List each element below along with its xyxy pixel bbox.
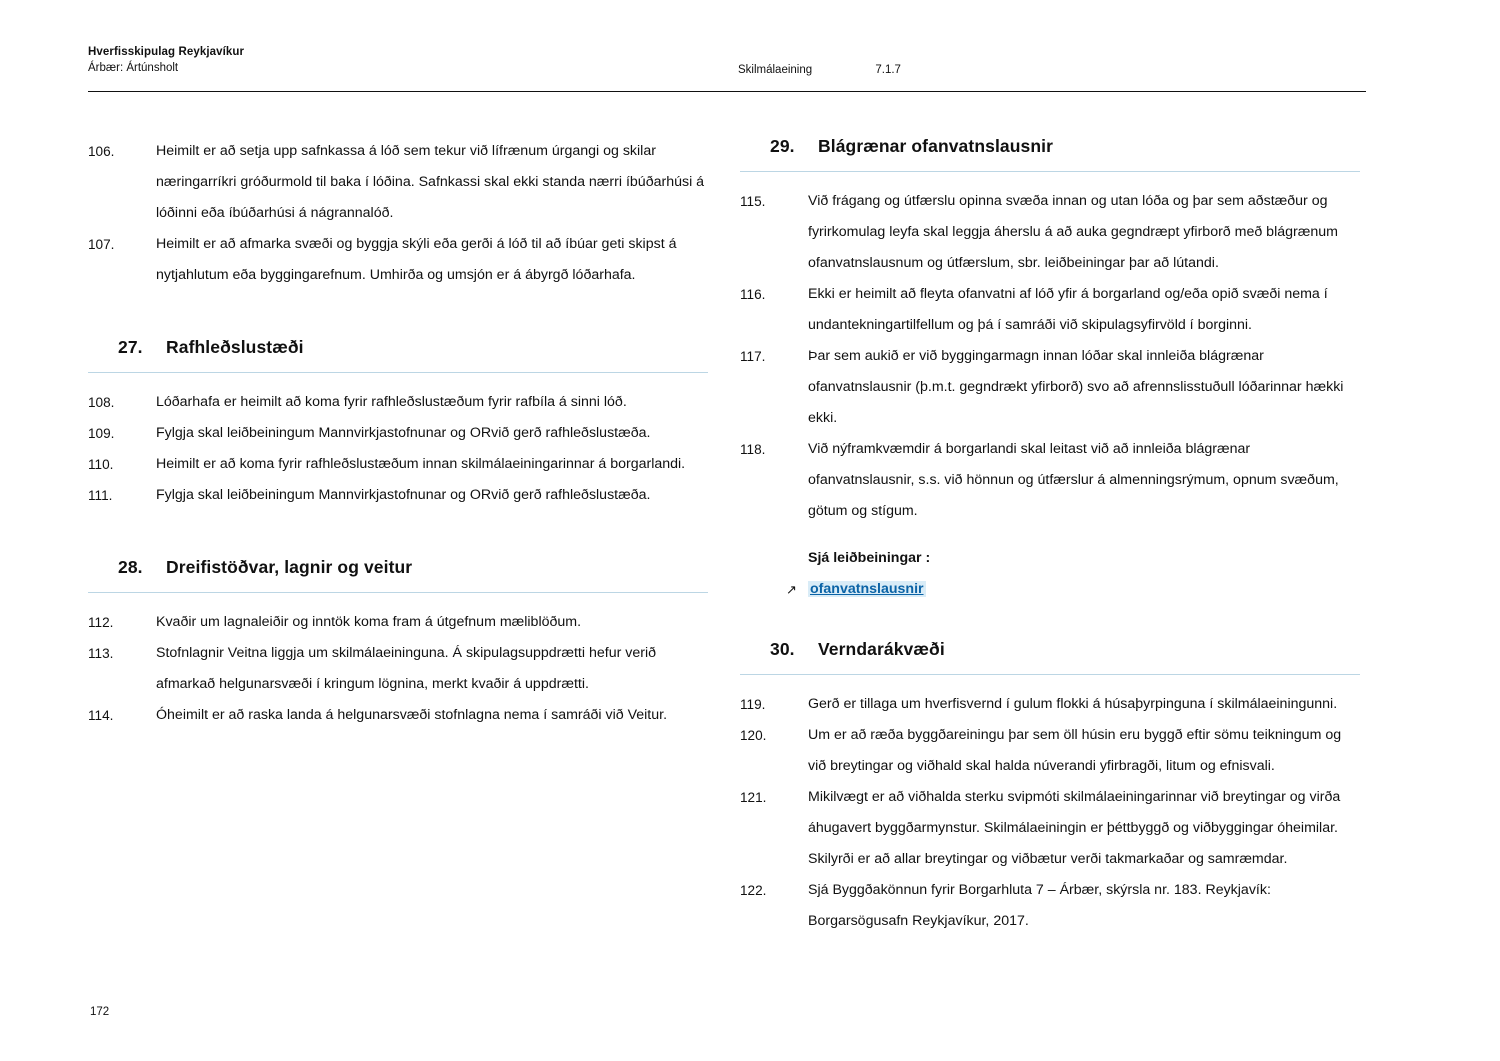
right-column [740, 136, 1360, 937]
list-item [740, 279, 1360, 341]
clause-text: Ekki er heimilt að fleyta ofanvatni af lóð yfir á borgarland og/eða opið svæði nema í undantekningartilfellum og þá í samráði við skipulagsyfirvöld í borginni. [808, 286, 1328, 333]
clause-text: Heimilt er að koma fyrir rafhleðslustæðum innan skilmálaeiningarinnar á borgarlandi. [156, 456, 686, 472]
list-item [740, 782, 1360, 875]
clause-text: Þar sem aukið er við byggingarmagn innan lóðar skal innleiða blágrænar ofanvatnslausnir (þ.m.t. gegndrækt yfirborð) svo að afrennslisstuðull lóðarinnar hækki ekki. [808, 348, 1344, 426]
clause-number: 109. [88, 426, 115, 441]
clause-text: Óheimilt er að raska landa á helgunarsvæði stofnlagna nema í samráði við Veitur. [156, 707, 668, 723]
section-title-text: Rafhleðslustæði [166, 337, 304, 357]
clause-number: 116. [740, 287, 766, 302]
document-title: Hverfisskipulag Reykjavíkur [88, 46, 245, 58]
clause-number: 108. [88, 395, 115, 410]
section-27 [88, 337, 708, 511]
clause-text: Stofnlagnir Veitna liggja um skilmálaeininguna. Á skipulagsuppdrætti hefur verið afmarkað helgunarsvæði í kringum lögnina, merkt kvaðir á uppdrætti. [156, 645, 656, 692]
clause-number: 121. [740, 790, 767, 805]
guideline-note [740, 543, 1360, 605]
clause-text: Um er að ræða byggðareiningu þar sem öll húsin eru byggð eftir sömu teikningum og við breytingar og viðhald skal halda núverandi yfirbragði, litum og efnisvali. [808, 727, 1342, 774]
clause-text: Gerð er tillaga um hverfisvernd í gulum flokki á húsaþyrpinguna í skilmálaeiningunni. [808, 696, 1338, 712]
list-item [740, 434, 1360, 527]
header-section-label: Skilmálaeining [738, 64, 813, 76]
section-30 [740, 639, 1360, 937]
clause-number: 113. [88, 646, 114, 661]
clause-number: 117. [740, 349, 766, 364]
section-heading [88, 337, 708, 358]
external-link-icon: ↗ [786, 582, 797, 597]
section-title-text: Blágrænar ofanvatnslausnir [818, 136, 1054, 156]
section-title-text: Verndarákvæði [818, 639, 945, 659]
continued-clause-list [88, 136, 708, 291]
clause-text: Við frágang og útfærslu opinna svæða innan og utan lóða og þar sem aðstæður og fyrirkomulag leyfa skal leggja áherslu á að auka gegndræpt yfirborð með blágrænum ofanvatnslausnum og útfærslum, sbr. leiðbeiningar þar að lútandi. [808, 193, 1338, 271]
clause-text: Sjá Byggðakönnun fyrir Borgarhluta 7 – Árbær, skýrsla nr. 183. Reykjavík: Borgarsögusafn Reykjavíkur, 2017. [808, 882, 1271, 929]
clause-number: 120. [740, 728, 767, 743]
clause-number: 110. [88, 457, 114, 472]
section-heading [740, 136, 1360, 157]
list-item [88, 229, 708, 291]
header-section-number: 7.1.7 [875, 64, 901, 76]
clause-list [740, 689, 1360, 937]
clause-number: 115. [740, 194, 766, 209]
clause-list [88, 387, 708, 511]
clause-number: 112. [88, 615, 114, 630]
header-title-block [88, 44, 244, 76]
clause-text: Mikilvægt er að viðhalda sterku svipmóti skilmálaeiningarinnar við breytingar og virða áhugavert byggðarmynstur. Skilmálaeiningin er þéttbyggð og viðbyggingar óheimilar. Skilyrði er að allar breytingar og viðbætur verði takmarkaðar og samræmdar. [808, 789, 1341, 867]
list-item [88, 480, 708, 511]
clause-text: Kvaðir um lagnaleiðir og inntök koma fram á útgefnum mæliblöðum. [156, 614, 582, 630]
spacer [88, 511, 708, 557]
clause-text: Fylgja skal leiðbeiningum Mannvirkjastofnunar og ORvið gerð rafhleðslustæða. [156, 425, 651, 441]
header-divider [88, 91, 1366, 92]
section-divider [740, 171, 1360, 172]
guideline-link[interactable]: ofanvatnslausnir [810, 581, 924, 597]
clause-number: 122. [740, 883, 767, 898]
clause-text: Heimilt er að afmarka svæði og byggja skýli eða gerði á lóð til að íbúar geti skipst á nytjahlutum eða byggingarefnum. Umhirða og umsjón er á ábyrgð lóðarhafa. [156, 236, 677, 283]
page-number: 172 [90, 1006, 110, 1018]
spacer [740, 605, 1360, 639]
clause-number: 111. [88, 488, 113, 503]
clause-number: 114. [88, 708, 114, 723]
section-29 [740, 136, 1360, 605]
list-item [740, 341, 1360, 434]
list-item [740, 875, 1360, 937]
section-divider [88, 372, 708, 373]
list-item [88, 607, 708, 638]
clause-number: 118. [740, 442, 766, 457]
clause-text: Heimilt er að setja upp safnkassa á lóð sem tekur við lífrænum úrgangi og skilar næringarríkri gróðurmold til baka í lóðina. Safnkassi skal ekki standa nærri íbúðarhúsi á lóðinni eða íbúðarhúsi á nágrannalóð. [156, 143, 705, 221]
list-item [88, 638, 708, 700]
clause-number: 106. [88, 144, 115, 159]
list-item [740, 720, 1360, 782]
left-column [88, 136, 708, 731]
section-heading [88, 557, 708, 578]
section-number: 29. [770, 136, 795, 156]
clause-text: Fylgja skal leiðbeiningum Mannvirkjastofnunar og ORvið gerð rafhleðslustæða. [156, 487, 651, 503]
spacer [88, 291, 708, 337]
section-divider [740, 674, 1360, 675]
list-item [88, 136, 708, 229]
section-divider [88, 592, 708, 593]
clause-text: Við nýframkvæmdir á borgarlandi skal leitast við að innleiða blágrænar ofanvatnslausnir, s.s. við hönnun og útfærslur á almenningsrýmum, opnum svæðum, götum og stígum. [808, 441, 1339, 519]
list-item [88, 700, 708, 731]
section-heading [740, 639, 1360, 660]
list-item [740, 689, 1360, 720]
section-28 [88, 557, 708, 731]
list-item [88, 449, 708, 480]
page-header [88, 44, 1366, 90]
header-meta [738, 62, 901, 78]
section-number: 28. [118, 557, 143, 577]
section-title-text: Dreifistöðvar, lagnir og veitur [166, 557, 413, 577]
clause-list [88, 607, 708, 731]
clause-text: Lóðarhafa er heimilt að koma fyrir rafhleðslustæðum fyrir rafbíla á sinni lóð. [156, 394, 627, 410]
clause-number: 119. [740, 697, 766, 712]
clause-number: 107. [88, 237, 115, 252]
list-item [740, 186, 1360, 279]
section-number: 30. [770, 639, 795, 659]
guideline-label: Sjá leiðbeiningar : [808, 550, 931, 566]
list-item [88, 418, 708, 449]
list-item [88, 387, 708, 418]
section-number: 27. [118, 337, 143, 357]
clause-list [740, 186, 1360, 527]
document-subtitle: Árbær: Ártúnsholt [88, 62, 179, 74]
